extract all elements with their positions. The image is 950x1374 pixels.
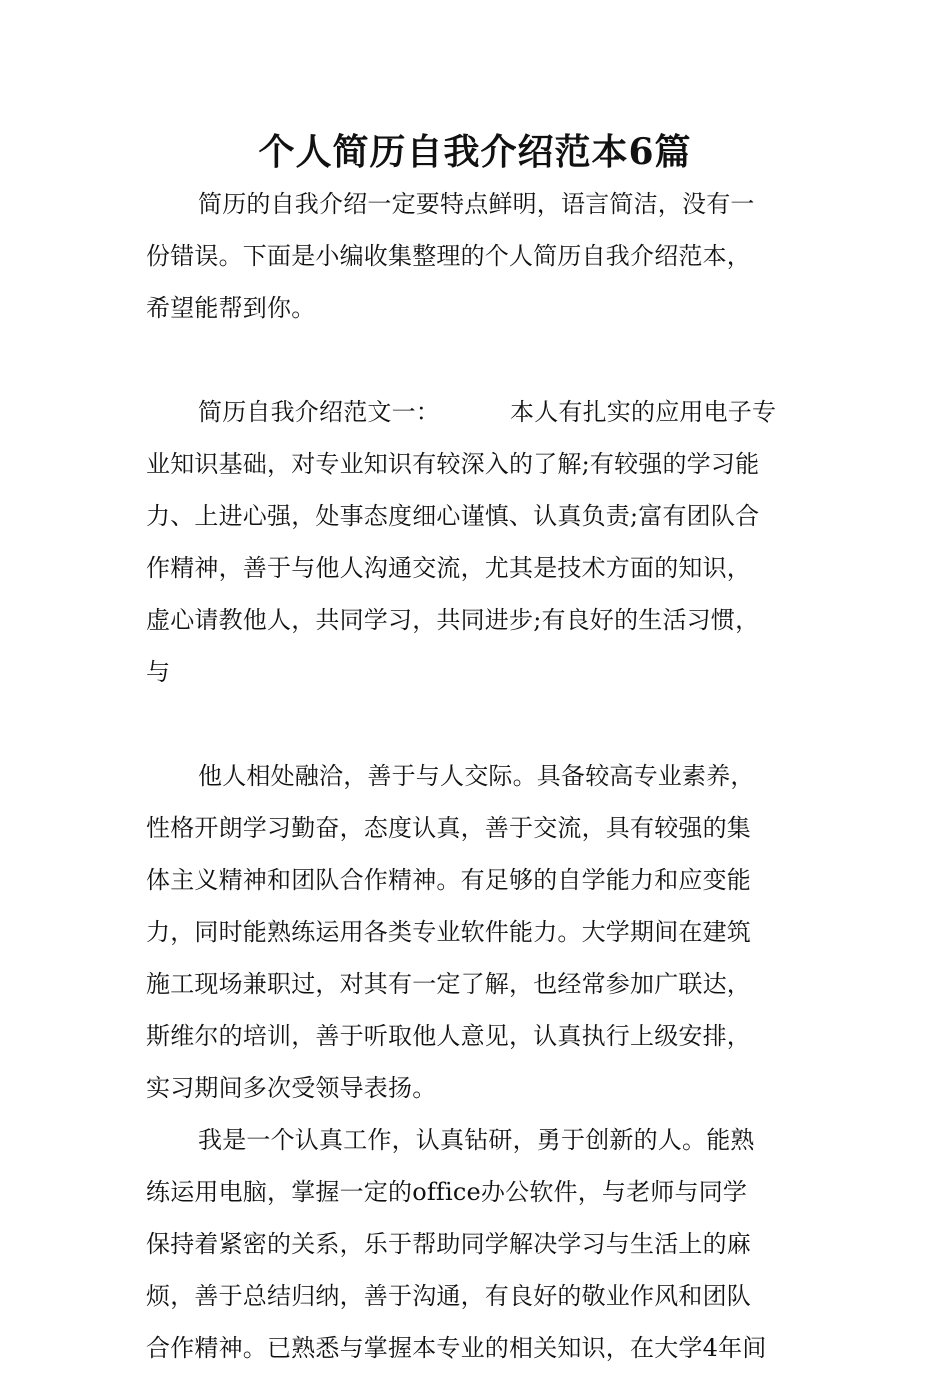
paragraph-1-line-2: 份错误。下面是小编收集整理的个人简历自我介绍范本， [146,242,751,270]
paragraph-4-line-5: 合作精神。已熟悉与掌握本专业的相关知识，在大学4年间 [146,1334,767,1362]
document-body [146,178,806,1374]
paragraph-2-line-1-rest: 本人有扎实的应用电子专 [510,398,777,426]
paragraph-2-line-1 [146,386,806,438]
paragraph-4-line-2: 练运用电脑，掌握一定的office办公软件，与老师与同学 [146,1178,748,1206]
paragraph-3-line-4: 力，同时能熟练运用各类专业软件能力。大学期间在建筑 [146,918,751,946]
paragraph-3-line-5: 施工现场兼职过，对其有一定了解，也经常参加广联达， [146,970,751,998]
paragraph-4-line-3: 保持着紧密的关系，乐于帮助同学解决学习与生活上的麻 [146,1230,751,1258]
document-title: 个人简历自我介绍范本6篇 [258,131,692,173]
paragraph-spacer [146,334,806,386]
paragraph-3-line-2: 性格开朗学习勤奋，态度认真，善于交流，具有较强的集 [146,814,751,842]
paragraph-3-line-1: 他人相处融洽，善于与人交际。具备较高专业素养， [198,762,755,790]
paragraph-3-line-6: 斯维尔的培训，善于听取他人意见，认真执行上级安排， [146,1022,751,1050]
paragraph-2-line-5: 虚心请教他人，共同学习，共同进步;有良好的生活习惯， [146,606,760,634]
paragraph-3-line-7: 实习期间多次受领导表扬。 [146,1074,437,1102]
paragraph-2-line-6: 与 [146,658,171,686]
paragraph-1-line-3: 希望能帮到你。 [146,294,316,322]
paragraph-spacer [146,698,806,750]
paragraph-2-line-4: 作精神，善于与他人沟通交流，尤其是技术方面的知识， [146,554,751,582]
paragraph-1-line-1: 简历的自我介绍一定要特点鲜明，语言简洁，没有一 [198,190,755,218]
section-heading: 简历自我介绍范文一： [198,398,440,426]
paragraph-4-line-1: 我是一个认真工作，认真钻研，勇于创新的人。能熟 [198,1126,755,1154]
paragraph-4-line-4: 烦，善于总结归纳，善于沟通，有良好的敬业作风和团队 [146,1282,751,1310]
paragraph-3-line-3: 体主义精神和团队合作精神。有足够的自学能力和应变能 [146,866,751,894]
paragraph-2-line-3: 力、上进心强，处事态度细心谨慎、认真负责;富有团队合 [146,502,760,530]
paragraph-2-line-2: 业知识基础，对专业知识有较深入的了解;有较强的学习能 [146,450,760,478]
